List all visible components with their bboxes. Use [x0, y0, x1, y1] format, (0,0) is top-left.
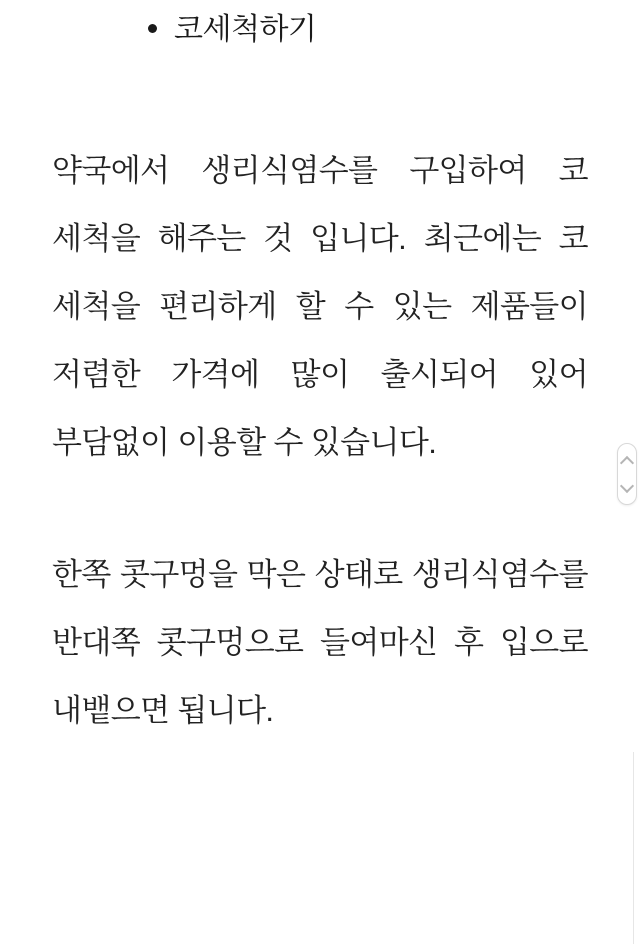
chevron-up-icon[interactable]: [620, 455, 634, 469]
paragraph-2: 한쪽 콧구멍을 막은 상태로 생리식염수를 반대쪽 콧구멍으로 들여마신 후 입으로 내뱉으면 됩니다.: [52, 556, 588, 728]
scroll-stepper[interactable]: [617, 443, 637, 505]
heading-text: 코세척하기: [174, 13, 317, 46]
heading-bullet-item: [148, 0, 640, 51]
paragraph-1: 약국에서 생리식염수를 구입하여 코 세척을 해주는 것 입니다. 최근에는 코 세척을 편리하게 할 수 있는 제품들이 저렴한 가격에 많이 출시되어 있어 부담없이 이용할 수 있습니다.: [52, 152, 588, 460]
chevron-down-icon[interactable]: [620, 478, 634, 492]
panel-edge-divider: [633, 752, 640, 944]
bullet-dot-icon: [148, 24, 157, 33]
